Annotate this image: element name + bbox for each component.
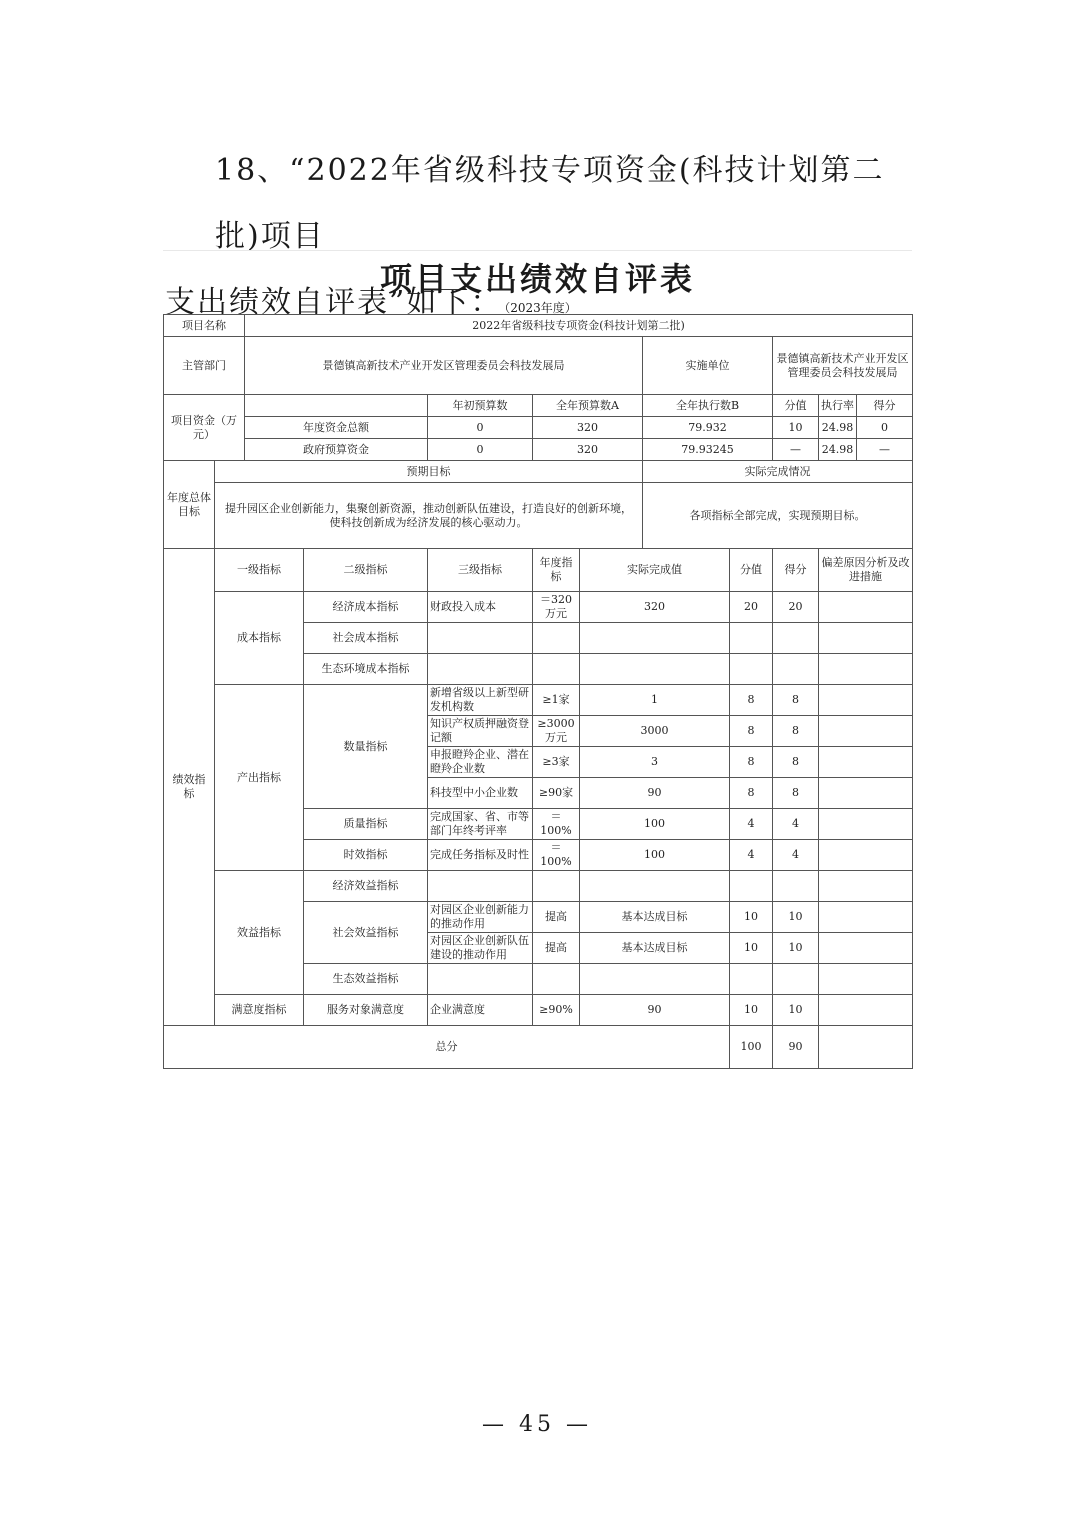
header-score-value: 分值	[730, 549, 773, 592]
level2-cell: 社会成本指标	[304, 623, 428, 654]
deviation-cell	[819, 809, 913, 840]
score-cell: 10	[773, 933, 819, 964]
table-row	[164, 592, 913, 623]
fund-init: 0	[428, 439, 533, 461]
funds-label: 项目资金（万元）	[164, 395, 245, 461]
target-cell: 提高	[533, 902, 580, 933]
actual-cell: 90	[580, 995, 730, 1026]
table-row	[164, 461, 913, 483]
target-cell: ＝100%	[533, 809, 580, 840]
table-row	[164, 685, 913, 716]
score-value-cell: 10	[730, 902, 773, 933]
deviation-cell	[819, 1026, 913, 1069]
score-cell: 20	[773, 592, 819, 623]
score-cell: 4	[773, 809, 819, 840]
level3-cell: 完成国家、省、市等部门年终考评率	[428, 809, 533, 840]
actual-cell: 基本达成目标	[580, 902, 730, 933]
deviation-cell	[819, 685, 913, 716]
sheet-year: （2023年度）	[498, 301, 577, 315]
score-value-cell: 4	[730, 840, 773, 871]
total-score: 90	[773, 1026, 819, 1069]
level2-cell: 生态环境成本指标	[304, 654, 428, 685]
target-cell: ≥90家	[533, 778, 580, 809]
level2-cell: 数量指标	[304, 685, 428, 809]
header-score: 得分	[773, 549, 819, 592]
level3-cell: 对园区企业创新能力的推动作用	[428, 902, 533, 933]
level3-cell: 知识产权质押融资登记额	[428, 716, 533, 747]
table-row	[164, 1026, 913, 1069]
actual-goal: 各项指标全部完成，实现预期目标。	[643, 483, 913, 549]
score-cell: 8	[773, 778, 819, 809]
deviation-cell	[819, 933, 913, 964]
actual-cell: 3	[580, 747, 730, 778]
level3-cell: 新增省级以上新型研发机构数	[428, 685, 533, 716]
target-cell: ≥1家	[533, 685, 580, 716]
fund-annual: 320	[533, 417, 643, 439]
level1-satisfaction: 满意度指标	[215, 995, 304, 1026]
deviation-cell	[819, 747, 913, 778]
total-label: 总分	[164, 1026, 730, 1069]
score-value-cell: 8	[730, 716, 773, 747]
score-value-cell: 8	[730, 685, 773, 716]
header-level2: 二级指标	[304, 549, 428, 592]
level3-cell: 科技型中小企业数	[428, 778, 533, 809]
target-cell: ≥3000万元	[533, 716, 580, 747]
fund-exec: 79.93245	[643, 439, 773, 461]
score-value-cell: 10	[730, 995, 773, 1026]
level2-cell: 质量指标	[304, 809, 428, 840]
expected-goal: 提升园区企业创新能力，集聚创新资源，推动创新队伍建设，打造良好的创新环境，使科技创新成为经济发展的核心驱动力。	[215, 483, 643, 549]
score-value-cell: 8	[730, 778, 773, 809]
col-header: 全年执行数B	[643, 395, 773, 417]
fund-exec: 79.932	[643, 417, 773, 439]
table-row	[164, 871, 913, 902]
score-value-cell: 8	[730, 747, 773, 778]
col-header: 年初预算数	[428, 395, 533, 417]
actual-header: 实际完成情况	[643, 461, 913, 483]
actual-cell: 100	[580, 840, 730, 871]
score-cell: 8	[773, 716, 819, 747]
level3-cell: 对园区企业创新队伍建设的推动作用	[428, 933, 533, 964]
score-cell: 10	[773, 902, 819, 933]
score-value-cell: 10	[730, 933, 773, 964]
deviation-cell	[819, 840, 913, 871]
actual-cell: 3000	[580, 716, 730, 747]
score-value-cell: 20	[730, 592, 773, 623]
header-level1: 一级指标	[215, 549, 304, 592]
dept-label: 主管部门	[164, 337, 245, 395]
score-cell: 8	[773, 747, 819, 778]
indicators-label: 绩效指标	[164, 549, 215, 1026]
deviation-cell	[819, 778, 913, 809]
table-row	[164, 439, 913, 461]
heading-line-2: 支出绩效自评表”如下：	[165, 285, 503, 320]
score-cell: 8	[773, 685, 819, 716]
table-row	[164, 549, 913, 592]
deviation-cell	[819, 995, 913, 1026]
project-name: 2022年省级科技专项资金(科技计划第二批)	[245, 315, 913, 337]
target-cell: ＝320万元	[533, 592, 580, 623]
dept-value: 景德镇高新技术产业开发区管理委员会科技发展局	[245, 337, 643, 395]
fund-score-value: 10	[773, 417, 819, 439]
goals-label: 年度总体目标	[164, 461, 215, 549]
table-row	[164, 315, 913, 337]
fund-rate: 24.98	[819, 417, 857, 439]
impl-label: 实施单位	[643, 337, 773, 395]
score-cell: 4	[773, 840, 819, 871]
actual-cell: 基本达成目标	[580, 933, 730, 964]
table-row	[164, 483, 913, 549]
fund-annual: 320	[533, 439, 643, 461]
target-cell: ≥90%	[533, 995, 580, 1026]
impl-value: 景德镇高新技术产业开发区管理委员会科技发展局	[773, 337, 913, 395]
level1-cost: 成本指标	[215, 592, 304, 685]
col-header: 得分	[857, 395, 913, 417]
evaluation-table	[163, 314, 913, 1069]
level2-cell: 社会效益指标	[304, 902, 428, 964]
level3-cell: 企业满意度	[428, 995, 533, 1026]
table-row	[164, 995, 913, 1026]
score-cell: 10	[773, 995, 819, 1026]
score-value-cell: 4	[730, 809, 773, 840]
fund-name: 年度资金总额	[245, 417, 428, 439]
actual-cell: 90	[580, 778, 730, 809]
level3-cell: 财政投入成本	[428, 592, 533, 623]
fund-score: —	[857, 439, 913, 461]
table-row	[164, 395, 913, 417]
level3-cell: 申报瞪羚企业、潜在瞪羚企业数	[428, 747, 533, 778]
table-row	[164, 417, 913, 439]
total-score-value: 100	[730, 1026, 773, 1069]
col-header: 执行率	[819, 395, 857, 417]
header-actual: 实际完成值	[580, 549, 730, 592]
actual-cell: 320	[580, 592, 730, 623]
fund-score: 0	[857, 417, 913, 439]
heading-line-1: 18、“2022年省级科技专项资金(科技计划第二批)项目	[215, 153, 885, 254]
level2-cell: 生态效益指标	[304, 964, 428, 995]
target-cell: 提高	[533, 933, 580, 964]
deviation-cell	[819, 716, 913, 747]
expected-header: 预期目标	[215, 461, 643, 483]
level1-benefit: 效益指标	[215, 871, 304, 995]
header-target: 年度指标	[533, 549, 580, 592]
sheet-title: 项目支出绩效自评表	[379, 260, 695, 298]
level2-cell: 经济效益指标	[304, 871, 428, 902]
col-header: 分值	[773, 395, 819, 417]
level1-output: 产出指标	[215, 685, 304, 871]
deviation-cell	[819, 902, 913, 933]
fund-name: 政府预算资金	[245, 439, 428, 461]
page-number: — 45 —	[482, 1412, 592, 1437]
header-deviation: 偏差原因分析及改进措施	[819, 549, 913, 592]
level3-cell: 完成任务指标及时性	[428, 840, 533, 871]
header-level3: 三级指标	[428, 549, 533, 592]
actual-cell: 1	[580, 685, 730, 716]
sheet-header	[163, 250, 912, 315]
target-cell: ≥3家	[533, 747, 580, 778]
actual-cell: 100	[580, 809, 730, 840]
table-row	[164, 337, 913, 395]
target-cell: ＝100%	[533, 840, 580, 871]
fund-rate: 24.98	[819, 439, 857, 461]
col-header: 全年预算数A	[533, 395, 643, 417]
level2-cell: 经济成本指标	[304, 592, 428, 623]
level2-cell: 服务对象满意度	[304, 995, 428, 1026]
fund-init: 0	[428, 417, 533, 439]
project-name-label: 项目名称	[164, 315, 245, 337]
level2-cell: 时效指标	[304, 840, 428, 871]
blank-cell	[245, 395, 428, 417]
deviation-cell	[819, 592, 913, 623]
fund-score-value: —	[773, 439, 819, 461]
